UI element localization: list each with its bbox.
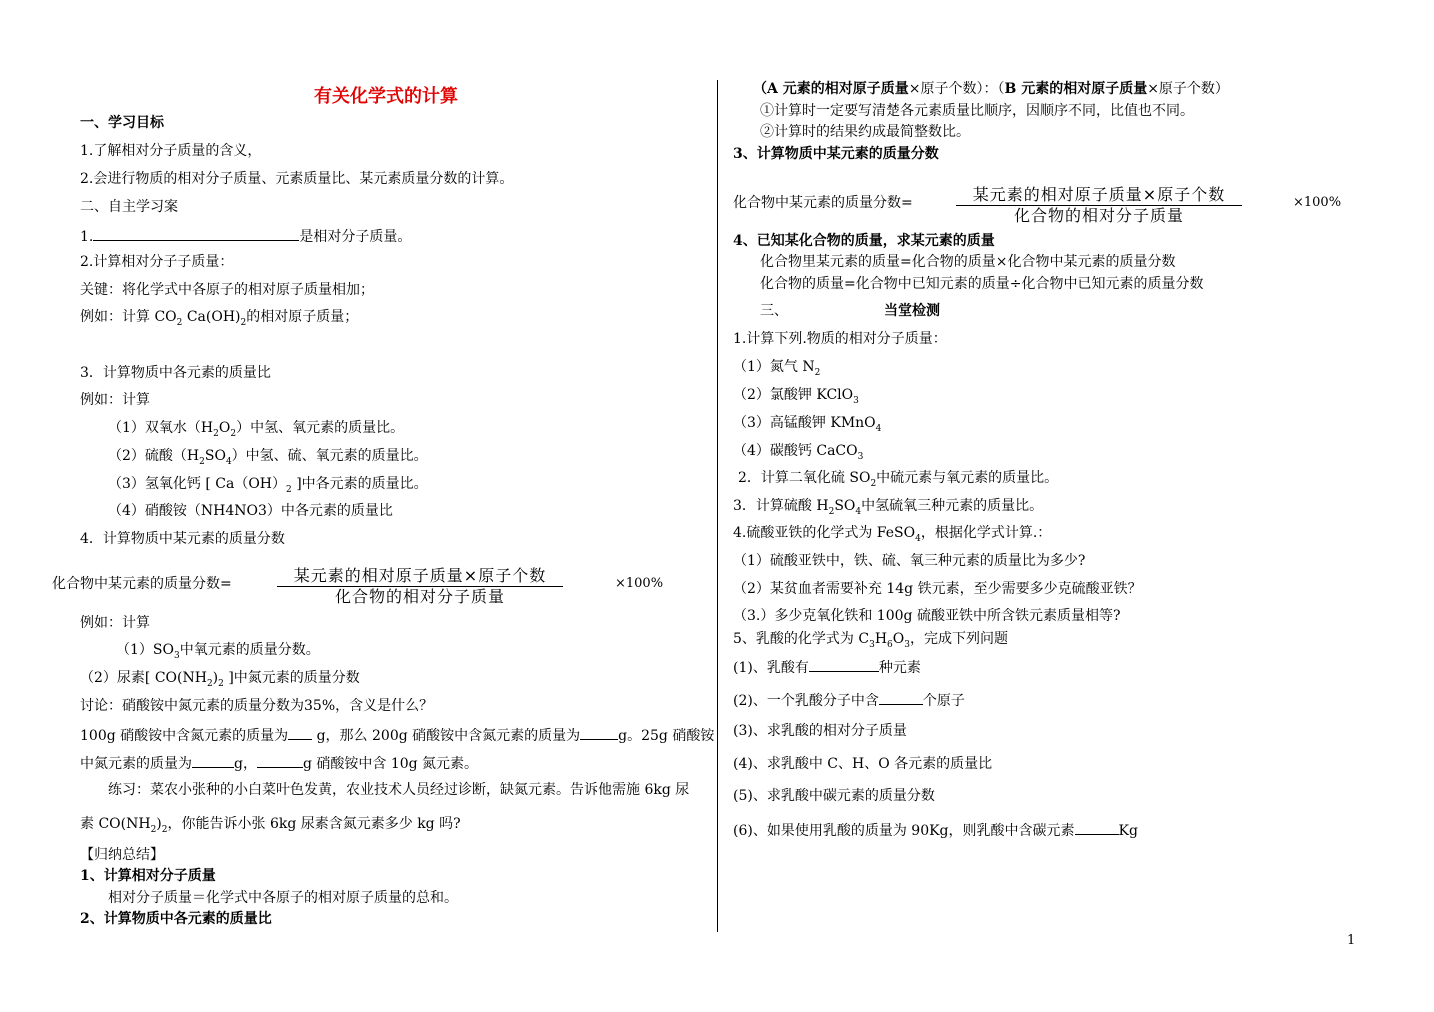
text: 种元素	[878, 660, 921, 676]
answer-blank[interactable]	[879, 690, 923, 705]
answer-blank[interactable]	[1075, 820, 1119, 835]
text: (6)、如果使用乳酸的质量为 90Kg，则乳酸中含碳元素	[733, 823, 1075, 839]
check-item	[733, 657, 921, 677]
subscript: 2	[240, 317, 247, 328]
ratio-item-3	[108, 475, 428, 493]
question-number: 1.	[80, 229, 94, 245]
subscript: 3	[869, 639, 875, 650]
subscript: 4	[225, 456, 232, 467]
text: （3）氢氧化钙 [ Ca（OH）	[108, 476, 287, 492]
check-item: (3)、求乳酸的相对分子质量	[733, 723, 907, 739]
subscript: 4	[915, 533, 921, 544]
question-1	[80, 226, 411, 246]
check-item: （2）某贫血者需要补充 14g 铁元素，至少需要多少克硫酸亚铁？	[733, 581, 1142, 597]
subscript: 2	[870, 478, 877, 489]
subscript: 2	[218, 678, 224, 689]
subscript: 3	[853, 395, 859, 406]
check-item: （1）硫酸亚铁中，铁、硫、氧三种元素的质量比为多少?	[733, 553, 1086, 569]
summary-item-3: 3、计算物质中某元素的质量分数	[733, 146, 939, 162]
summary-item-1-text: 相对分子质量＝化学式中各原子的相对原子质量的总和。	[108, 890, 458, 906]
text: （A 元素的相对原子质量	[753, 81, 909, 97]
ratio-item-1	[108, 419, 404, 437]
formula-label: 化合物中某元素的质量分数=	[733, 195, 913, 211]
text: )	[156, 816, 162, 832]
text: 中氢硫氧三种元素的质量比。	[861, 498, 1044, 514]
formula-percent: ×100%	[615, 576, 664, 591]
subscript: 2	[828, 506, 835, 517]
subscript: 2	[213, 428, 219, 439]
text: 3．计算硫酸 H	[733, 498, 829, 514]
check-item	[733, 358, 820, 376]
summary-item-4: 4、已知某化合物的质量，求某元素的质量	[733, 233, 995, 249]
key-note: 关键：将化学式中各原子的相对原子质量相加；	[80, 282, 374, 298]
section-heading-check: 当堂检测	[884, 303, 940, 319]
check-question-1: 1.计算下列.物质的相对分子质量：	[733, 331, 947, 347]
text: H	[874, 631, 888, 647]
example-text: 例如：计算 CO	[80, 309, 177, 325]
text: ]中各元素的质量比。	[291, 476, 428, 492]
example-item-1	[116, 641, 320, 659]
subscript: 2	[206, 678, 213, 689]
text: 100g 硝酸铵中含氮元素的质量为	[80, 728, 289, 744]
answer-blank[interactable]	[809, 657, 879, 672]
text: 中硫元素与氧元素的质量比。	[876, 470, 1059, 486]
text: B 元素的相对原子质量	[1004, 81, 1148, 97]
check-question-3	[733, 497, 1043, 515]
formula-denominator: 化合物的相对分子质量	[1013, 206, 1184, 225]
goal-1: 1.了解相对分子质量的含义，	[80, 143, 262, 159]
text: ×原子个数）	[1147, 81, 1229, 97]
example-label: 例如：计算	[80, 392, 150, 408]
text: 个原子	[922, 693, 965, 709]
check-item	[733, 414, 881, 432]
text: ）中氢、硫、氧元素的质量比。	[231, 448, 428, 464]
text: ，你能告诉小张 6kg 尿素含氮元素多少 kg 吗?	[167, 816, 461, 832]
text: (2)、一个乳酸分子中含	[733, 693, 879, 709]
goal-2: 2.会进行物质的相对分子质量、元素质量比、某元素质量分数的计算。	[80, 171, 514, 187]
text: O	[892, 631, 905, 647]
text: (1)、乳酸有	[733, 660, 809, 676]
text: O	[218, 420, 231, 436]
discussion-line-2	[80, 753, 478, 773]
question-4: 4．计算物质中某元素的质量分数	[80, 531, 285, 547]
subscript: 4	[855, 506, 862, 517]
ratio-formula	[753, 80, 1229, 98]
text: g。25g 硝酸铵	[618, 728, 715, 744]
text: g 硝酸铵中含 10g 氮元素。	[302, 756, 479, 772]
subscript: 2	[161, 824, 168, 835]
discussion: 讨论：硝酸铵中氮元素的质量分数为35%，含义是什么？	[80, 698, 434, 714]
text: （4）碳酸钙 CaCO	[733, 443, 858, 459]
answer-blank[interactable]	[192, 753, 234, 768]
formula-label: 化合物中某元素的质量分数=	[52, 576, 232, 592]
formula-denominator: 化合物的相对分子质量	[334, 587, 505, 606]
formula-numerator: 某元素的相对原子质量×原子个数	[972, 185, 1226, 204]
page-title: 有关化学式的计算	[314, 86, 458, 107]
text: 5、乳酸的化学式为 C	[733, 631, 870, 647]
text: g，	[234, 756, 257, 772]
check-item: (4)、求乳酸中 C、H、O 各元素的质量比	[733, 756, 993, 772]
subscript: 3	[173, 650, 180, 661]
formula-element-mass: 化合物里某元素的质量=化合物的质量×化合物中某元素的质量分数	[760, 254, 1176, 270]
check-question-4	[733, 524, 1051, 542]
text: 中氮元素的质量为	[80, 756, 192, 772]
summary-item-2: 2、计算物质中各元素的质量比	[80, 911, 272, 927]
text: （1）氮气 N	[733, 359, 815, 375]
text: Kg	[1118, 823, 1138, 839]
check-item	[733, 690, 965, 710]
text: ，根据化学式计算.：	[920, 525, 1052, 541]
example-formula	[80, 308, 358, 326]
example-text: 的相对原子质量；	[246, 309, 359, 325]
question-3: 3．计算物质中各元素的质量比	[80, 365, 271, 381]
formula-compound-mass: 化合物的质量=化合物中已知元素的质量÷化合物中已知元素的质量分数	[760, 276, 1204, 292]
ratio-item-4: （4）硝酸铵（NH4NO3）中各元素的质量比	[108, 503, 393, 519]
text: （2）氯酸钾 KClO	[733, 387, 854, 403]
check-item	[733, 442, 863, 460]
page-number: 1	[1347, 933, 1356, 948]
answer-blank[interactable]	[257, 753, 303, 768]
mass-fraction-formula	[277, 566, 563, 607]
subscript: 2	[150, 824, 157, 835]
section-heading-goals: 一、学习目标	[80, 115, 164, 131]
text: （1）双氧水（H	[108, 420, 214, 436]
summary-heading: 【归纳总结】	[80, 847, 164, 863]
note-2: ②计算时的结果约成最简整数比。	[760, 124, 970, 140]
text: （3）高锰酸钾 KMnO	[733, 415, 876, 431]
check-item	[733, 820, 1138, 840]
check-question-5	[733, 630, 1008, 648]
text: )	[212, 670, 219, 686]
subscript: 3	[904, 639, 910, 650]
subscript: 3	[857, 451, 864, 462]
check-item: （3.）多少克氧化铁和 100g 硫酸亚铁中所含铁元素质量相等?	[733, 608, 1121, 624]
answer-blank[interactable]	[93, 226, 299, 241]
answer-blank[interactable]	[288, 725, 312, 740]
discussion-line-1	[80, 725, 714, 745]
text: ）中氢、氧元素的质量比。	[236, 420, 405, 436]
practice-line-1: 练习：菜农小张种的小白菜叶色发黄，农业技术人员经过诊断，缺氮元素。告诉他需施 6kg 尿	[108, 782, 690, 798]
text: SO	[834, 498, 856, 514]
subscript: 2	[199, 456, 205, 467]
text: 素 CO(NH	[80, 816, 151, 832]
text: SO	[204, 448, 226, 464]
practice-line-2	[80, 815, 461, 833]
example-label: 例如：计算	[80, 615, 150, 631]
text: ，完成下列问题	[909, 631, 1008, 647]
text: 2．计算二氧化硫 SO	[738, 470, 871, 486]
subscript: 6	[887, 639, 893, 650]
mass-fraction-formula	[956, 185, 1242, 226]
text: （1）SO	[116, 642, 174, 658]
formula-numerator: 某元素的相对原子质量×原子个数	[293, 566, 547, 585]
check-question-2	[738, 469, 1058, 487]
text: （2）硫酸（H	[108, 448, 200, 464]
text: （2）尿素[ CO(NH	[80, 670, 207, 686]
example-text: Ca(OH)	[182, 309, 241, 325]
check-item	[733, 386, 859, 404]
ratio-item-2	[108, 447, 428, 465]
column-divider	[717, 80, 718, 932]
section-number-3: 三、	[760, 303, 788, 319]
section-heading-self-study: 二、自主学习案	[80, 199, 178, 215]
question-text: 是相对分子质量。	[299, 229, 412, 245]
subscript: 2	[230, 428, 237, 439]
formula-percent: ×100%	[1293, 195, 1342, 210]
text: 4.硫酸亚铁的化学式为 FeSO	[733, 525, 916, 541]
subscript: 2	[286, 484, 292, 495]
text: g，那么 200g 硝酸铵中含氮元素的质量为	[312, 728, 581, 744]
summary-item-1: 1、计算相对分子质量	[80, 868, 216, 884]
subscript: 4	[875, 423, 882, 434]
answer-blank[interactable]	[580, 725, 618, 740]
check-item: (5)、求乳酸中碳元素的质量分数	[733, 788, 935, 804]
note-1: ①计算时一定要写清楚各元素质量比顺序，因顺序不同，比值也不同。	[760, 103, 1194, 119]
subscript: 2	[176, 317, 183, 328]
text: ]中氮元素的质量分数	[223, 670, 360, 686]
text: ×原子个数）：（	[908, 81, 1005, 97]
subscript: 2	[814, 367, 821, 378]
example-item-2	[80, 669, 360, 687]
question-2: 2.计算相对分子子质量：	[80, 254, 234, 270]
text: 中氧元素的质量分数。	[179, 642, 320, 658]
